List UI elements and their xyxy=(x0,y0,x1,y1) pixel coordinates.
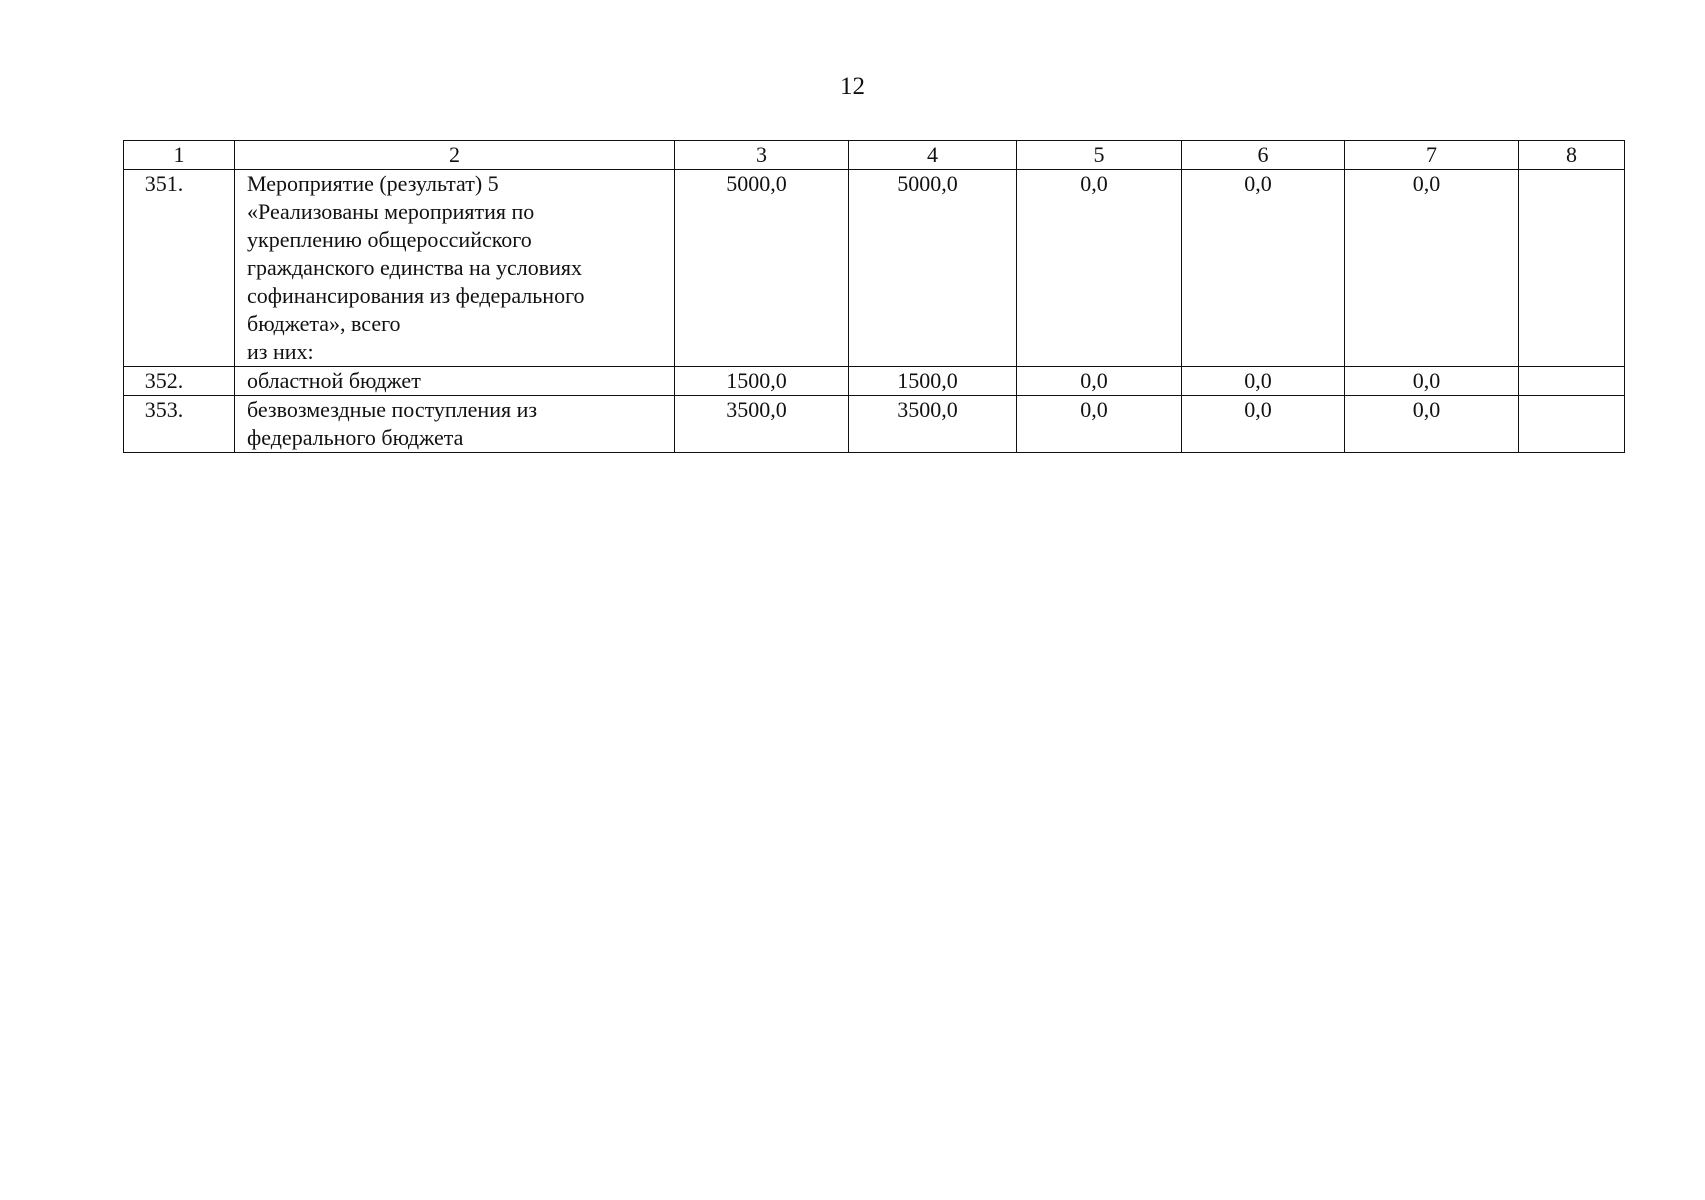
page-number: 12 xyxy=(840,73,865,100)
row-name-line: федерального бюджета xyxy=(247,425,464,450)
header-cell-7: 7 xyxy=(1345,141,1519,170)
cell-col6: 0,0 xyxy=(1182,396,1345,453)
cell-col5: 0,0 xyxy=(1017,367,1182,396)
header-cell-2: 2 xyxy=(235,141,675,170)
cell-col4: 1500,0 xyxy=(849,367,1017,396)
row-name xyxy=(235,367,675,396)
table-row xyxy=(124,170,1625,367)
row-number: 353. xyxy=(124,396,235,453)
cell-col7: 0,0 xyxy=(1345,367,1519,396)
row-name-line: софинансирования из федерального xyxy=(247,283,585,308)
cell-col7: 0,0 xyxy=(1345,170,1519,367)
cell-col5: 0,0 xyxy=(1017,396,1182,453)
cell-col4: 3500,0 xyxy=(849,396,1017,453)
row-name-line: безвозмездные поступления из xyxy=(247,397,538,422)
row-number: 352. xyxy=(124,367,235,396)
row-name xyxy=(235,396,675,453)
table-row xyxy=(124,396,1625,453)
header-cell-6: 6 xyxy=(1182,141,1345,170)
header-cell-1: 1 xyxy=(124,141,235,170)
row-name xyxy=(235,170,675,367)
row-number: 351. xyxy=(124,170,235,367)
row-name-line: областной бюджет xyxy=(247,368,421,393)
cell-col3: 1500,0 xyxy=(675,367,849,396)
table-row xyxy=(124,367,1625,396)
header-cell-8: 8 xyxy=(1519,141,1625,170)
cell-col7: 0,0 xyxy=(1345,396,1519,453)
cell-col8 xyxy=(1519,367,1625,396)
row-name-line: Мероприятие (результат) 5 xyxy=(247,171,499,196)
cell-col3: 3500,0 xyxy=(675,396,849,453)
header-cell-4: 4 xyxy=(849,141,1017,170)
cell-col8 xyxy=(1519,396,1625,453)
header-row xyxy=(124,141,1625,170)
cell-col4: 5000,0 xyxy=(849,170,1017,367)
cell-col5: 0,0 xyxy=(1017,170,1182,367)
cell-col6: 0,0 xyxy=(1182,367,1345,396)
row-name-line: бюджета», всего xyxy=(247,311,401,336)
row-name-line: из них: xyxy=(247,339,314,364)
header-cell-5: 5 xyxy=(1017,141,1182,170)
cell-col8 xyxy=(1519,170,1625,367)
cell-col6: 0,0 xyxy=(1182,170,1345,367)
header-cell-3: 3 xyxy=(675,141,849,170)
cell-col3: 5000,0 xyxy=(675,170,849,367)
budget-table xyxy=(123,140,1625,453)
row-name-line: укреплению общероссийского xyxy=(247,227,532,252)
row-name-line: гражданского единства на условиях xyxy=(247,255,583,280)
row-name-line: «Реализованы мероприятия по xyxy=(247,199,535,224)
